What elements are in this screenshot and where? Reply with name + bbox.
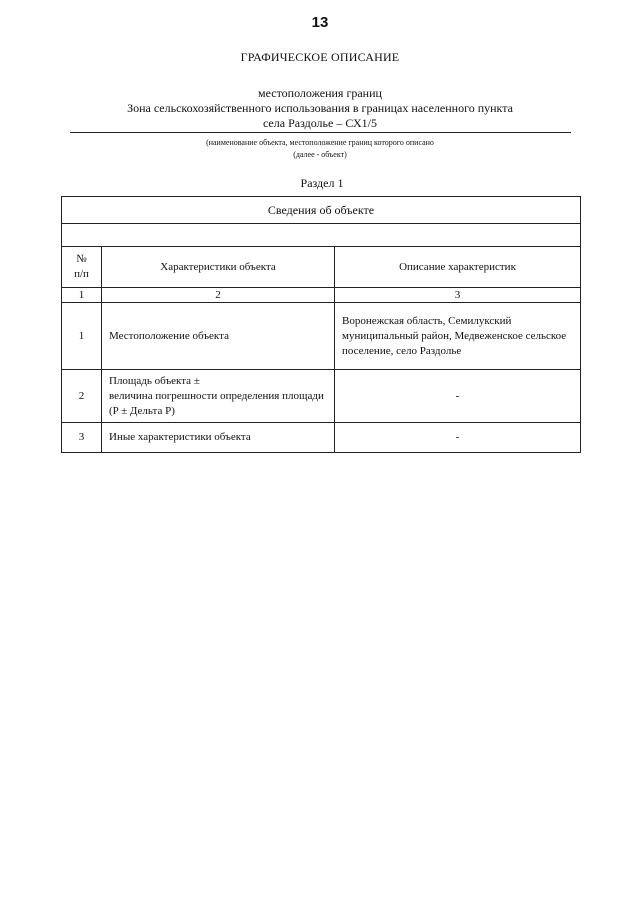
column-number-1: 1	[62, 288, 102, 303]
caption-line-name: (наименование объекта, местоположение границ которого описано	[206, 138, 434, 147]
row-number: 3	[62, 423, 102, 453]
table-column-numbers-row	[62, 288, 581, 303]
object-caption	[70, 137, 570, 161]
table-row	[62, 370, 581, 423]
row-description: Воронежская область, Семилукский муниципальный район, Медвеженское сельское поселение, село Раздолье	[335, 303, 581, 370]
table-row	[62, 423, 581, 453]
row-number: 2	[62, 370, 102, 423]
header-number-abbr: п/п	[74, 268, 89, 280]
table-caption-row	[62, 197, 581, 224]
caption-line-further: (далее - объект)	[293, 150, 347, 159]
object-info-table	[61, 196, 581, 453]
row-number: 1	[62, 303, 102, 370]
header-number-sign: №	[76, 253, 87, 265]
row-description: -	[335, 423, 581, 453]
header-number	[62, 247, 102, 288]
column-number-3: 3	[335, 288, 581, 303]
document-title: ГРАФИЧЕСКОЕ ОПИСАНИЕ	[240, 50, 400, 64]
header-characteristic: Характеристики объекта	[102, 247, 335, 288]
table-caption: Сведения об объекте	[62, 197, 581, 224]
table-header-row	[62, 247, 581, 288]
subject-line-settlement: села Раздолье – СХ1/5	[262, 116, 378, 130]
object-subject	[70, 86, 570, 131]
section-title: Раздел 1	[300, 176, 344, 190]
subject-line-zone: Зона сельскохозяйственного использования в границах населенного пункта	[127, 101, 513, 115]
page-number: 13	[311, 14, 329, 31]
row-description: -	[335, 370, 581, 423]
row-characteristic: Иные характеристики объекта	[102, 423, 335, 453]
column-number-2: 2	[102, 288, 335, 303]
underline-rule	[70, 132, 571, 133]
table-row	[62, 303, 581, 370]
table-blank-row	[62, 224, 581, 247]
table-blank-cell	[62, 224, 581, 247]
row-characteristic: Площадь объекта ± величина погрешности определения площади (P ± Дельта P)	[102, 370, 335, 423]
subject-line-boundaries: местоположения границ	[258, 86, 382, 100]
row-characteristic: Местоположение объекта	[102, 303, 335, 370]
header-description: Описание характеристик	[335, 247, 581, 288]
